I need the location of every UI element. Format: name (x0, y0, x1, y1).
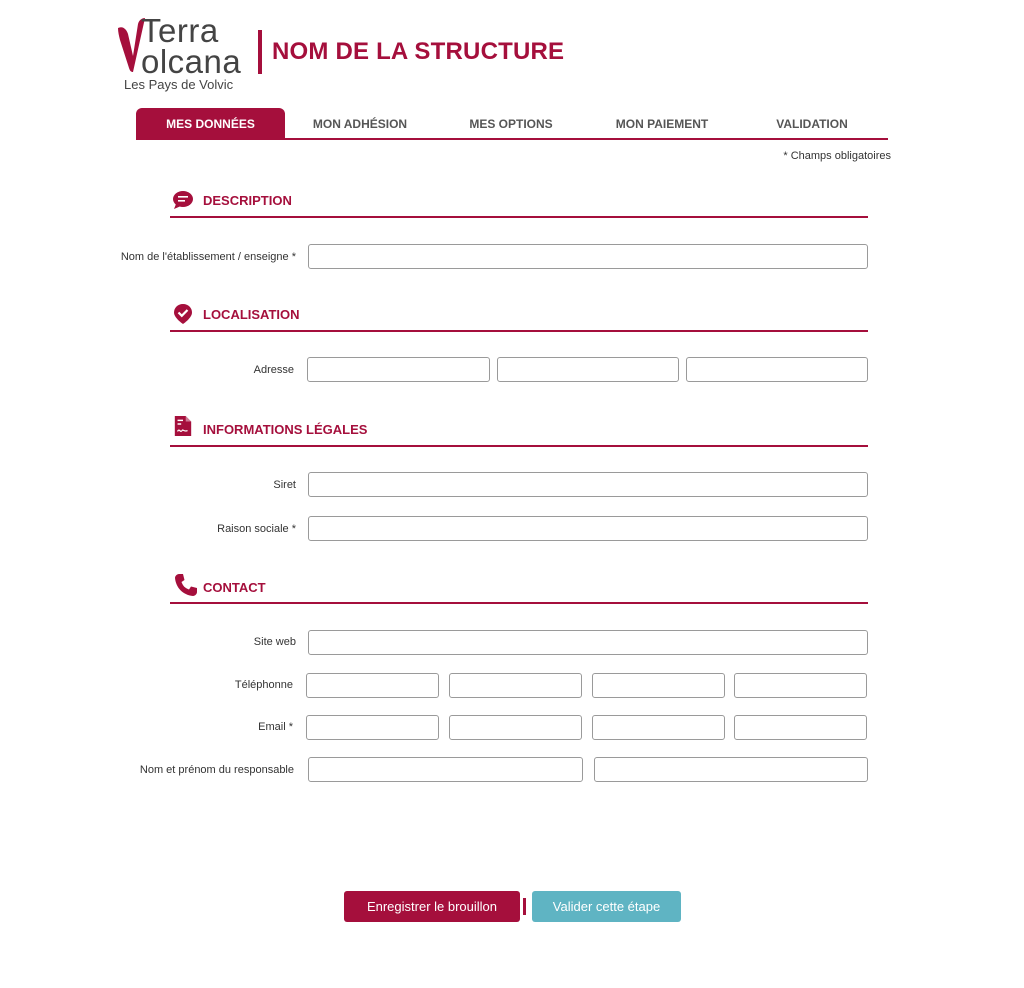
siret-input[interactable] (308, 472, 868, 497)
phone-label: Téléphonne (234, 679, 293, 691)
section-divider (170, 602, 868, 604)
section-title-legal: INFORMATIONS LÉGALES (203, 422, 368, 437)
establishment-name-label: Nom de l'établissement / enseigne * (120, 251, 296, 263)
company-name-label: Raison sociale * (217, 523, 296, 535)
tab-validation[interactable]: VALIDATION (776, 117, 848, 131)
phone-icon (175, 574, 197, 596)
title-divider (258, 30, 262, 74)
manager-name-label: Nom et prénom du responsable (139, 764, 294, 776)
section-title-contact: CONTACT (203, 580, 266, 595)
establishment-name-input[interactable] (308, 244, 868, 269)
address-input-3[interactable] (686, 357, 868, 382)
map-pin-icon (173, 304, 193, 324)
phone-input-3[interactable] (592, 673, 725, 698)
validate-step-button[interactable]: Valider cette étape (532, 891, 681, 922)
email-input-1[interactable] (306, 715, 439, 740)
page-title: NOM DE LA STRUCTURE (272, 38, 565, 65)
save-draft-button[interactable]: Enregistrer le brouillon (344, 891, 520, 922)
tab-mes-donnees[interactable]: MES DONNÉES (136, 108, 285, 138)
website-label: Site web (253, 636, 296, 648)
address-label: Adresse (253, 364, 294, 376)
legal-document-icon (173, 416, 193, 436)
phone-input-2[interactable] (449, 673, 582, 698)
email-input-4[interactable] (734, 715, 867, 740)
tab-mes-options[interactable]: MES OPTIONS (469, 117, 553, 131)
chat-bubble-icon (173, 190, 193, 210)
manager-firstname-input[interactable] (594, 757, 868, 782)
siret-label: Siret (273, 479, 296, 491)
email-label: Email * (258, 721, 293, 733)
section-divider (170, 445, 868, 447)
phone-input-4[interactable] (734, 673, 867, 698)
address-input-2[interactable] (497, 357, 679, 382)
required-fields-note: * Champs obligatoires (783, 150, 891, 162)
buttons-separator (523, 898, 526, 915)
manager-lastname-input[interactable] (308, 757, 583, 782)
section-title-localisation: LOCALISATION (203, 307, 300, 322)
logo-subtitle: Les Pays de Volvic (124, 77, 234, 92)
section-title-description: DESCRIPTION (203, 193, 292, 208)
tab-mon-adhesion[interactable]: MON ADHÉSION (312, 117, 408, 131)
section-divider (170, 330, 868, 332)
website-input[interactable] (308, 630, 868, 655)
tab-mon-paiement[interactable]: MON PAIEMENT (615, 117, 709, 131)
address-input-1[interactable] (307, 357, 490, 382)
phone-input-1[interactable] (306, 673, 439, 698)
email-input-2[interactable] (449, 715, 582, 740)
tabs-underline (136, 138, 888, 140)
logo-text-terra: Terra (141, 12, 219, 49)
logo-text-olcana: olcana (141, 43, 242, 80)
section-divider (170, 216, 868, 218)
company-name-input[interactable] (308, 516, 868, 541)
email-input-3[interactable] (592, 715, 725, 740)
